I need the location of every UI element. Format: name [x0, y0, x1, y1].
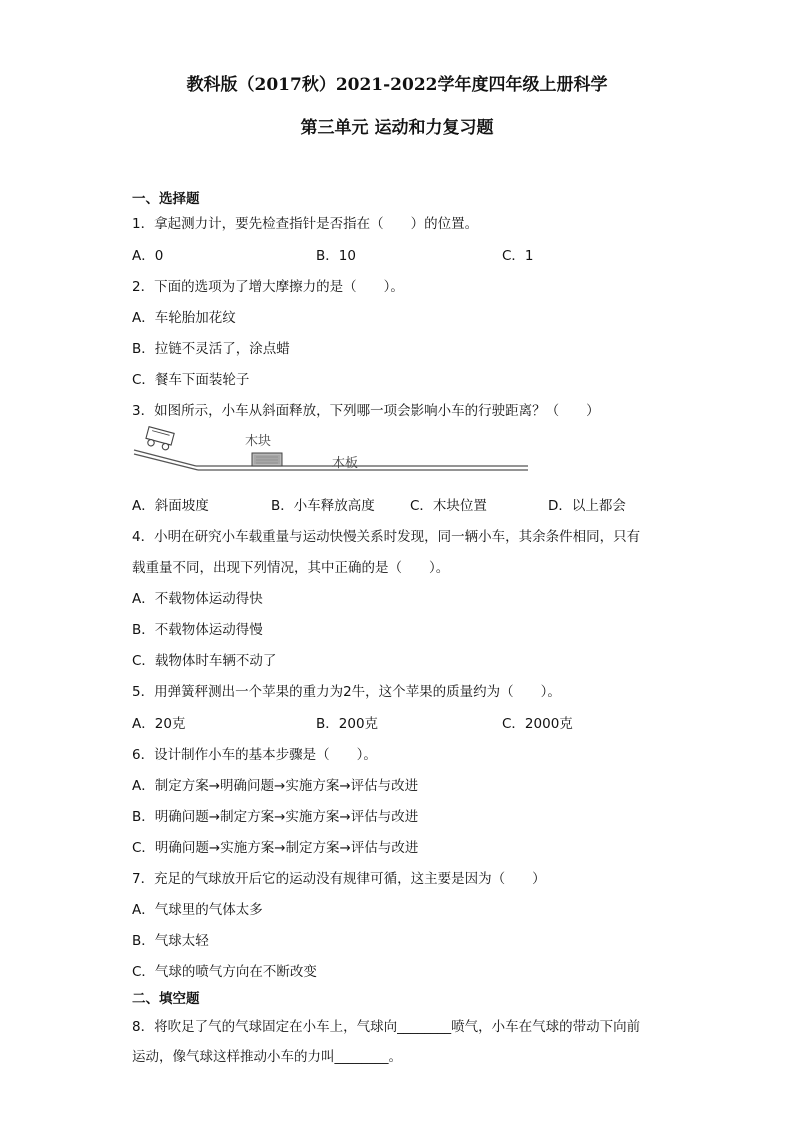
question-4-stem-line2: 载重量不同，出现下列情况，其中正确的是（ ）。 [132, 560, 450, 576]
question-4-option-b: B．不载物体运动得慢 [132, 622, 263, 638]
question-3-option-c: C．木块位置 [410, 498, 487, 514]
block-label: 木块 [245, 434, 272, 449]
question-2-option-c: C．餐车下面装轮子 [132, 372, 250, 388]
board-label: 木板 [332, 456, 359, 471]
question-4-stem-line1: 4．小明在研究小车载重量与运动快慢关系时发现，同一辆小车，其余条件相同，只有 [132, 529, 641, 545]
document-subtitle: 第三单元 运动和力复习题 [300, 118, 494, 138]
question-5-option-a: A．20克 [132, 716, 186, 732]
question-1-option-b: B．10 [316, 248, 356, 264]
question-6-option-b: B．明确问题→制定方案→实施方案→评估与改进 [132, 809, 419, 825]
cart-icon [144, 427, 174, 451]
document-title: 教科版（2017秋）2021-2022学年度四年级上册科学 [186, 75, 608, 95]
question-3-option-b: B．小车释放高度 [271, 498, 375, 514]
question-7-option-b: B．气球太轻 [132, 933, 209, 949]
question-5-option-b: B．200克 [316, 716, 379, 732]
question-1-option-c: C．1 [502, 248, 534, 264]
incline-cart-diagram [130, 426, 530, 486]
question-7-stem: 7．充足的气球放开后它的运动没有规律可循，这主要是因为（ ） [132, 871, 546, 887]
question-7-option-a: A．气球里的气体太多 [132, 902, 263, 918]
question-3-stem: 3．如图所示，小车从斜面释放，下列哪一项会影响小车的行驶距离？（ ） [132, 403, 600, 419]
question-6-option-c: C．明确问题→实施方案→制定方案→评估与改进 [132, 840, 419, 856]
question-1-stem: 1．拿起测力计，要先检查指针是否指在（ ）的位置。 [132, 216, 479, 232]
section-heading-fill-blank: 二、填空题 [132, 991, 200, 1007]
question-2-option-b: B．拉链不灵活了，涂点蜡 [132, 341, 290, 357]
question-3-option-d: D．以上都会 [548, 498, 626, 514]
question-6-option-a: A．制定方案→明确问题→实施方案→评估与改进 [132, 778, 419, 794]
question-3-option-a: A．斜面坡度 [132, 498, 209, 514]
question-2-stem: 2．下面的选项为了增大摩擦力的是（ ）。 [132, 279, 404, 295]
question-4-option-a: A．不载物体运动得快 [132, 591, 263, 607]
question-5-stem: 5．用弹簧秤测出一个苹果的重力为2牛，这个苹果的质量约为（ ）。 [132, 684, 561, 700]
question-1-option-a: A．0 [132, 248, 164, 264]
section-heading-choice: 一、选择题 [132, 191, 200, 207]
question-7-option-c: C．气球的喷气方向在不断改变 [132, 964, 317, 980]
question-8-line2: 运动，像气球这样推动小车的力叫________。 [132, 1049, 402, 1065]
question-8-line1: 8．将吹足了气的气球固定在小车上，气球向________喷气，小车在气球的带动下向前 [132, 1019, 641, 1035]
question-6-stem: 6．设计制作小车的基本步骤是（ ）。 [132, 747, 377, 763]
question-2-option-a: A．车轮胎加花纹 [132, 310, 236, 326]
question-5-option-c: C．2000克 [502, 716, 573, 732]
question-4-option-c: C．载物体时车辆不动了 [132, 653, 277, 669]
